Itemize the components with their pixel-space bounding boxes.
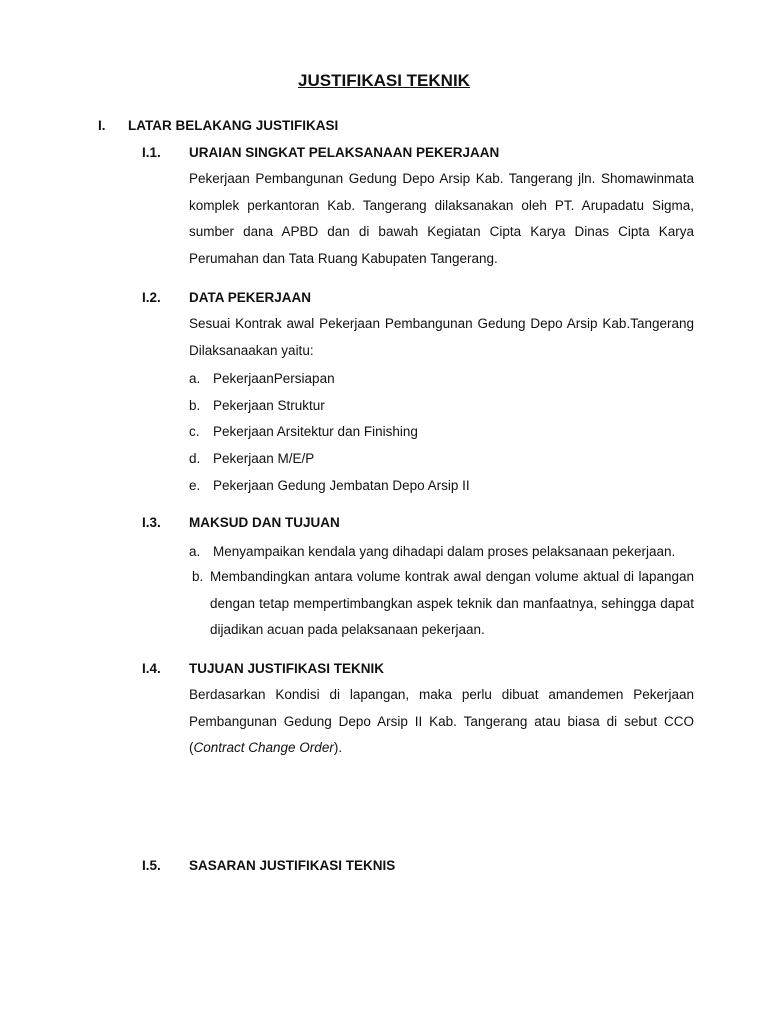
section-1-1-heading: URAIAN SINGKAT PELAKSANAAN PEKERJAAN	[189, 145, 500, 160]
section-1-5-heading: SASARAN JUSTIFIKASI TEKNIS	[189, 858, 396, 873]
body-italic-text: Contract Change Order	[193, 740, 334, 756]
section-1-3-heading: MAKSUD DAN TUJUAN	[189, 515, 340, 530]
document-title: JUSTIFIKASI TEKNIK	[298, 71, 470, 90]
list-text: Pekerjaan Arsitektur dan Finishing	[213, 424, 418, 439]
section-1-4-number: I.4.	[142, 661, 161, 676]
section-1-2-body: Sesuai Kontrak awal Pekerjaan Pembangunan Gedung Depo Arsip Kab.Tangerang Dilaksanaakan yaitu:	[189, 316, 694, 358]
list-text: Menyampaikan kendala yang dihadapi dalam proses pelaksanaan pekerjaan.	[213, 544, 676, 559]
section-1-number: I.	[98, 118, 106, 133]
section-1-1-number: I.1.	[142, 145, 161, 160]
list-item	[192, 564, 694, 644]
list-text: Pekerjaan Gedung Jembatan Depo Arsip II	[213, 478, 470, 493]
list-item	[189, 422, 694, 442]
section-1-3-number: I.3.	[142, 515, 161, 530]
list-item	[189, 476, 694, 496]
section-1-2-heading: DATA PEKERJAAN	[189, 290, 312, 305]
list-item	[189, 369, 694, 389]
list-marker: e.	[189, 478, 201, 493]
list-item	[189, 396, 694, 416]
list-marker: b.	[189, 398, 201, 413]
list-item	[189, 449, 694, 469]
list-marker: c.	[189, 424, 200, 439]
list-text: Membandingkan antara volume kontrak awal dengan volume aktual di lapangan dengan tetap mempertimbangkan aspek teknik dan manfaatnya, sehingga dapat dijadikan acuan pada pelaksanaan pekerjaan.	[210, 569, 694, 638]
section-1-4-heading: TUJUAN JUSTIFIKASI TEKNIK	[189, 661, 385, 676]
list-text: PekerjaanPersiapan	[213, 371, 335, 386]
list-marker: d.	[189, 451, 201, 466]
list-item	[189, 542, 694, 562]
list-marker: b.	[192, 569, 204, 584]
list-text: Pekerjaan Struktur	[213, 398, 325, 413]
list-marker: a.	[189, 544, 201, 559]
list-marker: a.	[189, 371, 201, 386]
section-1-5-number: I.5.	[142, 858, 161, 873]
section-1-1-body: Pekerjaan Pembangunan Gedung Depo Arsip Kab. Tangerang jln. Shomawinmata komplek perkantoran Kab. Tangerang dilaksanakan oleh PT. Arupadatu Sigma, sumber dana APBD dan di bawah Kegiatan Cipta Karya Dinas Cipta Karya Perumahan dan Tata Ruang Kabupaten Tangerang.	[189, 171, 694, 267]
section-1-4-body	[189, 682, 694, 762]
body-text: Berdasarkan Kondisi di lapangan, maka perlu dibuat amandemen Pekerjaan Pembangunan Gedung Depo Arsip II Kab. Tangerang atau biasa di sebut CCO (	[189, 687, 694, 756]
section-1-2-number: I.2.	[142, 290, 161, 305]
list-text: Pekerjaan M/E/P	[213, 451, 315, 466]
section-1-heading: LATAR BELAKANG JUSTIFIKASI	[128, 118, 339, 133]
body-text-end: ).	[333, 740, 343, 756]
